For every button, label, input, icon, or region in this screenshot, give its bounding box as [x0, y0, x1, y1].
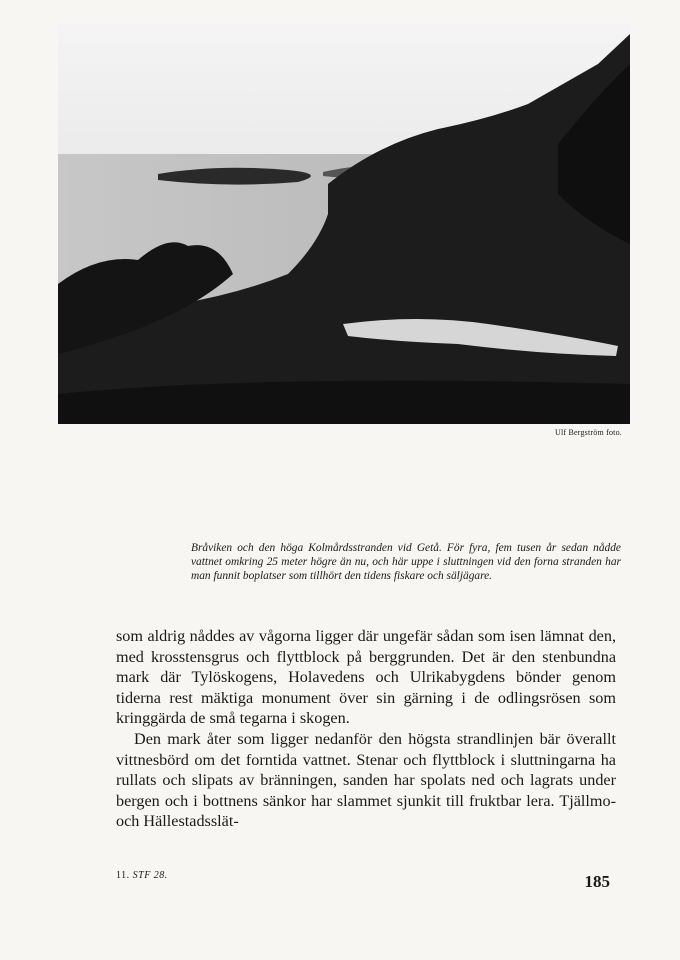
landscape-photo — [58, 24, 630, 424]
photo-caption: Bråviken och den höga Kolmårdsstranden vid Getå. För fyra, fem tusen år sedan nådde vattnet omkring 25 meter högre än nu, och här uppe i sluttningen vid den forna stranden har man funnit boplatser som tillhört den tidens fiskare och säljägare. — [191, 542, 621, 582]
printer-signature — [116, 870, 168, 881]
signature-number: 11. — [116, 870, 130, 881]
paragraph: som aldrig nåddes av vågorna ligger där ungefär sådan som isen lämnat den, med krosstensgrus och flyttblock på berggrunden. Det är den stenbundna mark där Tylöskogens, Holavedens och Ulrikabygdens bönder genom tiderna rest mäktiga monument över sin gärning i de odlingsrösen som kringgärda de små tegarna i skogen. — [116, 627, 616, 728]
body-text — [116, 626, 616, 832]
photo-credit: Ulf Bergström foto. — [555, 428, 622, 437]
paragraph: Den mark åter som ligger nedanför den högsta strandlinjen bär överallt vittnesbörd om det forntida vattnet. Stenar och flyttblock i sluttningarna ha rullats och slipats av bränningen, sanden har spolats ned och lagrats under bergen och i bottnens sänkor har slammet sjunkit till fruktbar lera. Tjällmo- och Hällestadsslät- — [116, 729, 616, 831]
page-number: 185 — [584, 872, 610, 891]
signature-label: STF 28. — [132, 870, 168, 881]
